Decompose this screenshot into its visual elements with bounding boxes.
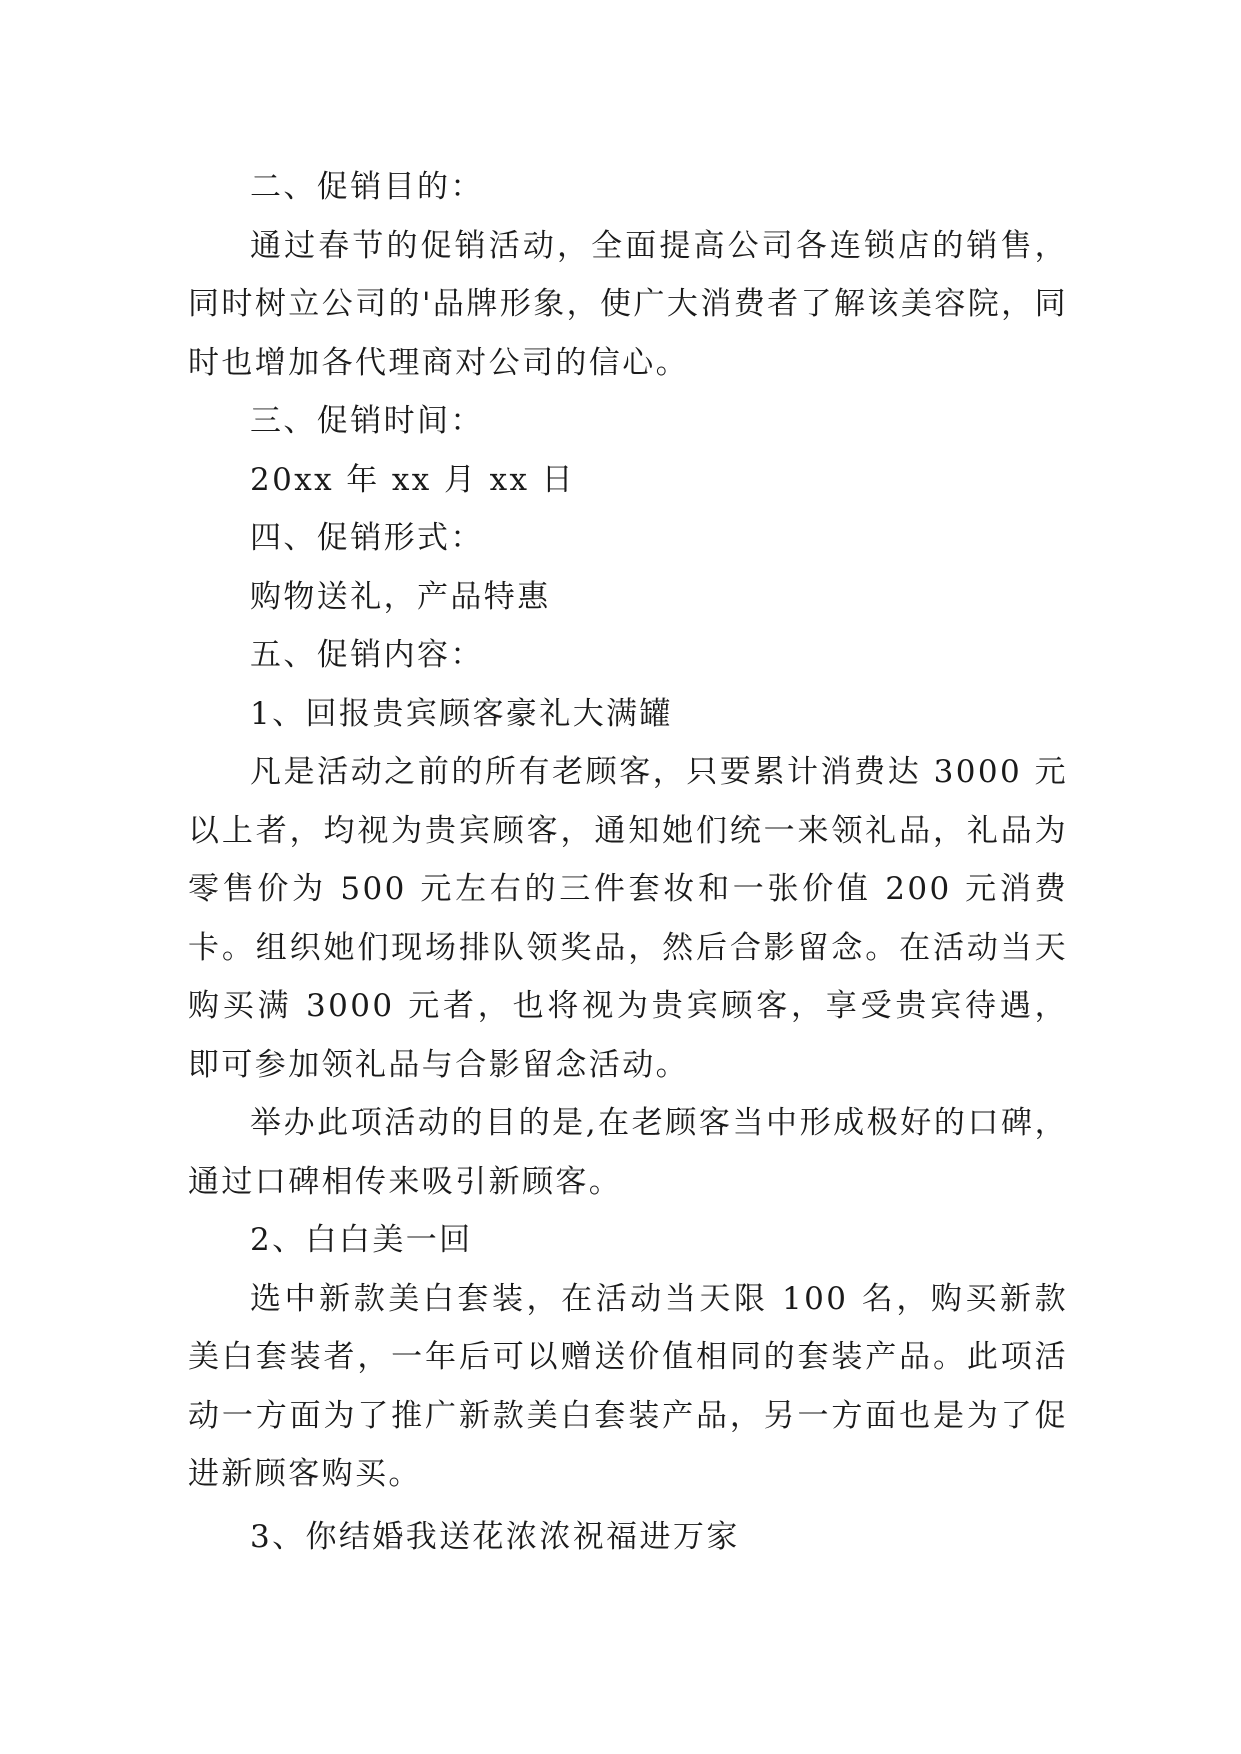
item-3-title: 3、你结婚我送花浓浓祝福进万家: [250, 1518, 740, 1555]
section-heading-form: 四、促销形式：: [250, 520, 484, 556]
item-1-title: 1、回报贵宾顾客豪礼大满罐: [250, 695, 673, 732]
section-heading-content: 五、促销内容：: [250, 637, 484, 673]
item-1-aim: 举办此项活动的目的是,在老顾客当中形成极好的口碑，通过口碑相传来吸引新顾客。: [188, 1105, 1068, 1200]
section-heading-purpose: 二、促销目的：: [250, 169, 484, 205]
document-body: [188, 158, 1068, 1566]
item-1-body: 凡是活动之前的所有老顾客，只要累计消费达 3000 元以上者，均视为贵宾顾客，通知她们统一来领礼品，礼品为零售价为 500 元左右的三件套妆和一张价值 200 元消费卡。组织她们现场排队领奖品，然后合影留念。在活动当天购买满 3000 元者，也将视为贵宾顾客，享受贵宾待遇，即可参加领礼品与合影留念活动。: [188, 754, 1068, 1083]
paragraph-time: 20xx 年 xx 月 xx 日: [250, 461, 576, 498]
item-2-body: 选中新款美白套装，在活动当天限 100 名，购买新款美白套装者，一年后可以赠送价值相同的套装产品。此项活动一方面为了推广新款美白套装产品，另一方面也是为了促进新顾客购买。: [188, 1280, 1068, 1492]
item-2-title: 2、白白美一回: [250, 1222, 473, 1258]
paragraph-form: 购物送礼，产品特惠: [250, 578, 551, 615]
section-heading-time: 三、促销时间：: [250, 403, 484, 439]
paragraph-purpose: 通过春节的促销活动，全面提高公司各连锁店的销售，同时树立公司的'品牌形象，使广大消费者了解该美容院，同时也增加各代理商对公司的信心。: [188, 227, 1068, 381]
